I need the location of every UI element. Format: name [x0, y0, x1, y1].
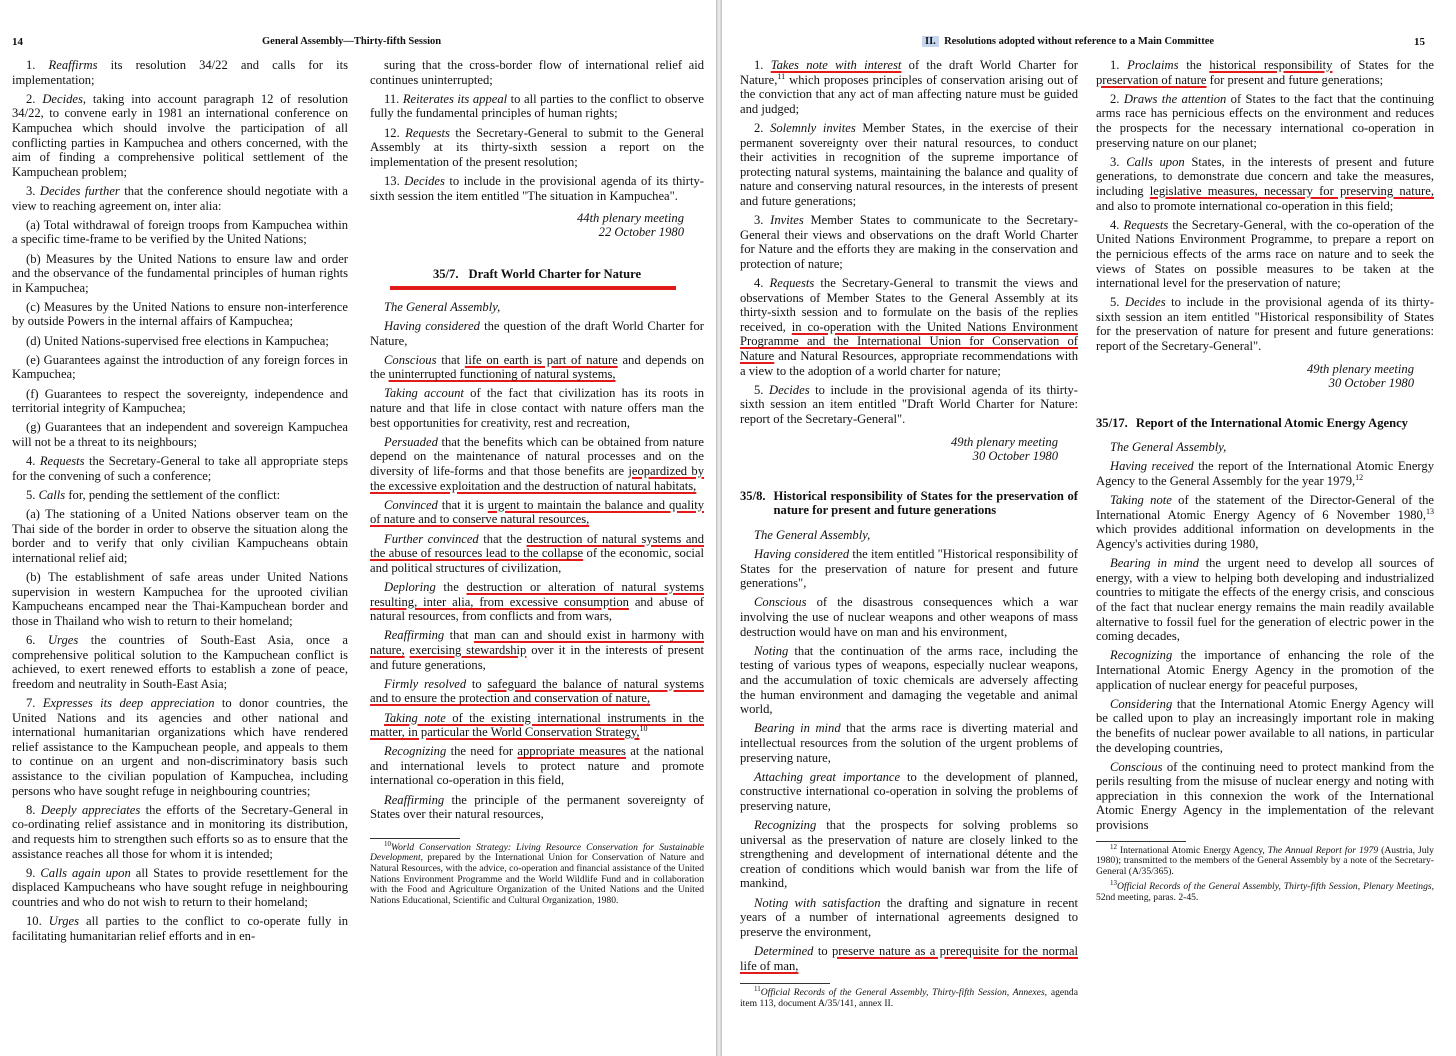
- paragraph-number: (b): [26, 251, 41, 266]
- running-head-right: [922, 36, 1214, 47]
- operative-paragraph: [740, 121, 1078, 209]
- footnote-10: [370, 839, 704, 907]
- paragraph-text: Measures by the United Nations to ensure non-interference by outside Powers in the internal affairs of Kampuchea;: [12, 299, 348, 329]
- preamble-paragraph: [740, 644, 1078, 717]
- resolution-35-8-preamble: [740, 547, 1078, 973]
- operative-keyword: Having considered: [384, 318, 480, 333]
- paragraph-number: 3.: [1110, 154, 1120, 169]
- page-number-right: 15: [1414, 36, 1425, 48]
- paragraph-text: to: [466, 676, 488, 691]
- paragraph-text: the principle of the permanent sovereignty of States over their natural resources,: [370, 792, 704, 822]
- resolution-paragraph: [12, 633, 348, 691]
- operative-keyword: Decides,: [42, 91, 87, 106]
- footnote-text: (Austria, July 1980); transmitted to the members of the General Assembly by a note of the Secretary-General (A/35/365).: [1096, 844, 1434, 877]
- paragraph-number: 2.: [26, 91, 36, 106]
- resolution-title: Report of the International Atomic Energy Agency: [1135, 415, 1408, 430]
- preamble-paragraph: [370, 435, 704, 493]
- footnote-marker: 12: [1110, 842, 1117, 851]
- footnote-11: [740, 985, 1078, 1009]
- preamble-paragraph: [370, 744, 704, 788]
- paragraph-text: of States to the fact that the continuing arms race has pernicious effects on the environment and reduces the prospects for the necessary international co-operation in preserving nature on our planet;: [1096, 91, 1434, 150]
- paragraph-number: (e): [26, 352, 40, 367]
- operative-keyword: Reiterates its appeal: [402, 91, 508, 106]
- meeting-name: 49th plenary meeting: [950, 434, 1058, 449]
- highlighted-text: appropriate measures: [517, 744, 626, 759]
- signature-49th-meeting-a: [740, 435, 1058, 463]
- paragraph-text: Member States to communicate to the Secretary-General their views and observations on the draft World Charter for Nature and the efforts they are making in the conservation and protection of nature;: [740, 213, 1079, 271]
- operative-keyword: Requests: [39, 454, 85, 469]
- preamble-paragraph: [370, 793, 704, 822]
- running-head-text: Resolutions adopted without reference to a Main Committee: [944, 36, 1215, 47]
- preamble-paragraph: [370, 498, 704, 527]
- footnote-title: World Conservation Strategy: Living Resource Conservation for Sustainable Development,: [370, 841, 704, 864]
- paragraph-text: that the conference should negotiate with a view to reaching agreement on, inter alia:: [12, 183, 348, 213]
- preamble-paragraph: [370, 677, 704, 706]
- meeting-date: 30 October 1980: [1328, 375, 1414, 390]
- paragraph-text: the countries of South-East Asia, once a comprehensive political solution to the Kampuchean conflict is achieved, to exert renewed efforts to establish a zone of peace, freedom and neutrality in South-East Asia;: [12, 633, 348, 691]
- kampuchea-resolution-continued: [370, 58, 704, 203]
- meeting-date: 30 October 1980: [972, 448, 1058, 463]
- resolution-35-7-operative: [740, 58, 1078, 427]
- operative-keyword: Deeply appreciates: [40, 802, 141, 817]
- preamble-paragraph: [740, 595, 1078, 639]
- operative-keyword: Recognizing: [754, 818, 817, 833]
- resolution-paragraph: [12, 507, 348, 565]
- resolution-paragraph: [12, 353, 348, 382]
- footnote-marker: 10: [384, 839, 391, 848]
- operative-keyword: Takes note with interest: [770, 58, 902, 72]
- paragraph-text: which proposes principles of conservation arising out of the conviction that any act of man affecting nature must be guided and judged;: [740, 72, 1078, 116]
- resolution-paragraph: [12, 696, 348, 798]
- paragraph-text: and depends on the: [370, 352, 704, 382]
- paragraph-number: 6.: [26, 633, 36, 648]
- paragraph-number: (c): [26, 299, 40, 314]
- paragraph-text: at the national and international levels to protect nature and promote international co-operation in this field,: [370, 744, 704, 788]
- operative-keyword: Bearing in mind: [1110, 556, 1199, 571]
- running-head-roman: II.: [922, 36, 939, 47]
- resolution-paragraph: [12, 252, 348, 296]
- operative-keyword: Firmly resolved: [384, 676, 467, 691]
- paragraph-text: which provides additional information on developments in the Agency's activities during 1980,: [1096, 522, 1434, 551]
- paragraph-number: (g): [26, 420, 41, 435]
- resolution-title-35-8: [740, 489, 1078, 518]
- operative-keyword: Invites: [770, 213, 804, 228]
- paragraph-text: all parties to the conflict to co-operate fully in facilitating humanitarian relief efforts and in en-: [12, 914, 348, 943]
- resolution-paragraph: [12, 300, 348, 329]
- resolution-paragraph: [12, 184, 348, 213]
- operative-keyword: Conscious: [1110, 759, 1163, 774]
- paragraph-text: to include in the provisional agenda of its thirty-sixth session the item entitled "The situation in Kampuchea".: [370, 173, 704, 203]
- preamble-paragraph: [370, 353, 704, 382]
- paragraph-text: to the development of planned, constructive international co-operation in solving the problems of preserving nature,: [740, 769, 1078, 813]
- operative-keyword: Reaffirming: [384, 628, 445, 643]
- paragraph-number: 1.: [26, 58, 36, 72]
- resolution-paragraph: [12, 218, 348, 247]
- paragraph-text: United Nations-supervised free elections in Kampuchea;: [43, 333, 329, 348]
- operative-keyword: Decides: [404, 173, 445, 188]
- paragraph-text: and abuse of natural resources, from conflicts and from wars,: [370, 594, 704, 624]
- paragraph-number: (a): [26, 217, 40, 232]
- operative-keyword: Urges: [48, 914, 80, 929]
- paragraph-text: for, pending the settlement of the conflict:: [65, 487, 281, 502]
- paragraph-text: the drafting and signature in recent years of a number of international agreements designed to preserve the environment,: [740, 895, 1079, 939]
- paragraph-text: the item entitled "Historical responsibility of States for the preservation of nature for present and future generations",: [740, 547, 1079, 591]
- preamble-paragraph: [740, 818, 1078, 891]
- right-column-2: [1096, 58, 1434, 908]
- paragraph-text: that: [444, 628, 475, 643]
- operative-keyword: Taking note: [384, 710, 446, 725]
- resolution-paragraph: [12, 488, 348, 503]
- operative-keyword: Having received: [1110, 459, 1194, 474]
- paragraph-text: that the International Atomic Energy Agency will be called upon to play an increasingly important role in making the benefits of nuclear power available to all nations, in particular the developing countries,: [1096, 696, 1434, 755]
- right-column-1: [740, 58, 1078, 1014]
- footnote-ref: 13: [1426, 506, 1434, 516]
- operative-keyword: Attaching great importance: [754, 769, 901, 784]
- paragraph-text: taking into account paragraph 12 of resolution 34/22, to convene early in 1981 an international conference on Kampuchea which should involve the participation of all conflicting parties in Kampuchea and others concerned, with the aim of finding a comprehensive political settlement of the Kampuchean problem;: [12, 91, 348, 179]
- footnote-text: prepared by the International Union for Conservation of Nature and Natural Resources, with the advice, co-operation and financial assistance of the United Nations Environment Programme and the World Wildlife Fund and in collaboration with the Food and Agriculture Organization of the United Nations and the United Nations Educational, Scientific and Cultural Organization, 1980.: [370, 852, 704, 906]
- footnote-ref: 11: [777, 71, 786, 81]
- preamble-paragraph: [370, 386, 704, 430]
- resolution-paragraph: [370, 92, 704, 121]
- resolution-number: 35/8.: [740, 488, 766, 503]
- operative-keyword: Persuaded: [384, 434, 438, 449]
- operative-keyword: Recognizing: [1110, 648, 1173, 663]
- paragraph-text: the Secretary-General to take all appropriate steps for the convening of such a conference;: [12, 454, 348, 483]
- preamble-paragraph: [740, 896, 1078, 940]
- paragraph-text: that the: [478, 531, 527, 546]
- left-column-1: [12, 58, 348, 948]
- left-column-2: [370, 58, 704, 911]
- resolution-paragraph: [12, 92, 348, 180]
- operative-keyword: Conscious: [754, 595, 807, 610]
- paragraph-text: of States for the: [1332, 58, 1434, 72]
- highlighted-text: legislative measures, necessary for preserving nature,: [1149, 183, 1434, 198]
- paragraph-number: 7.: [26, 696, 36, 711]
- paragraph-text: that it is: [437, 497, 488, 512]
- right-page: [722, 0, 1456, 1056]
- paragraph-text: over it in the interests of present and future generations,: [370, 642, 704, 672]
- operative-keyword: Taking account: [384, 386, 464, 401]
- paragraph-text: Guarantees that an independent and sovereign Kampuchea will not be a threat to its neighbours;: [12, 420, 348, 449]
- assembly-heading: The General Assembly,: [384, 299, 501, 314]
- highlighted-text: preservation of nature: [1096, 72, 1207, 87]
- preamble-paragraph: [370, 319, 704, 348]
- highlighted-text: safeguard the balance of natural systems and to ensure the protection and conservation of nature,: [370, 676, 704, 706]
- operative-keyword: Convinced: [384, 497, 438, 512]
- paragraph-number: (a): [26, 507, 40, 522]
- operative-paragraph: [1096, 218, 1434, 291]
- operative-paragraph: [1096, 92, 1434, 150]
- preamble-paragraph: [370, 711, 704, 740]
- assembly-heading: The General Assembly,: [1110, 440, 1227, 455]
- footnote-text: agenda item 113, document A/35/141, annex II.: [740, 987, 1078, 1009]
- page-number-left: 14: [12, 36, 23, 48]
- resolution-paragraph: [12, 420, 348, 449]
- operative-keyword: Calls upon: [1126, 154, 1185, 169]
- resolution-35-17-preamble: [1096, 459, 1434, 832]
- paragraph-number: 5.: [26, 487, 36, 502]
- paragraph-text: all States to provide resettlement for the displaced Kampucheans who have sought refuge in neighbouring countries and who do not wish to return to their homeland;: [12, 865, 348, 909]
- preamble-paragraph: [1096, 493, 1434, 551]
- resolution-paragraph: [370, 174, 704, 203]
- preamble-paragraph: [370, 628, 704, 672]
- resolution-35-8-operative: [1096, 58, 1434, 354]
- preamble-paragraph: [1096, 648, 1434, 692]
- footnote-ref: 12: [1355, 472, 1364, 482]
- paragraph-number: 1.: [1110, 58, 1120, 72]
- paragraph-text: the question of the draft World Charter for Nature,: [370, 318, 704, 348]
- resolution-paragraph: [12, 58, 348, 87]
- paragraph-text: the importance of enhancing the role of the International Atomic Energy Agency in the promotion of the application of nuclear energy for peaceful purposes,: [1096, 648, 1434, 692]
- resolution-paragraph: [12, 334, 348, 349]
- operative-paragraph: [740, 213, 1078, 271]
- operative-keyword: Expresses its deep appreciation: [42, 696, 215, 711]
- resolution-number: 35/17.: [1096, 415, 1128, 430]
- highlighted-text: in co-operation with the United Nations Environment Programme and the International Union for Conservation of Nature: [740, 319, 1078, 364]
- operative-paragraph: [740, 276, 1078, 378]
- operative-paragraph: [740, 383, 1078, 427]
- paragraph-number: 9.: [26, 865, 36, 880]
- paragraph-text: to include in the provisional agenda of its thirty-sixth session an item entitled "Draft World Charter for Nature: report of the Secretary-General".: [740, 382, 1078, 427]
- operative-keyword: Reaffirming: [384, 792, 445, 807]
- footnote-prefix: International Atomic Energy Agency,: [1117, 844, 1268, 856]
- operative-keyword: Noting with satisfaction: [754, 895, 881, 910]
- paragraph-text: to all parties to the conflict to observe fully the fundamental principles of human rights;: [370, 91, 705, 121]
- footnote-12: [1096, 842, 1434, 878]
- paragraph-text: The stationing of a United Nations observer team on the Thai side of the border in order to observe the situation along the border and to verify that only civilian Kampucheans obtain international relief aid;: [12, 507, 349, 565]
- paragraph-text: to: [813, 944, 832, 958]
- signature-44th-meeting: [370, 211, 684, 239]
- paragraph-text: the urgent need to develop all sources of energy, with a view to helping both developing and industrialized countries to mitigate the effects of the energy crisis, and conscious of the fact that nuclear energy remains the main readily available alternative to fossil fuel for the generation of electric power in the coming decades,: [1096, 556, 1434, 644]
- left-page: [0, 0, 716, 1056]
- operative-keyword: Decides: [1125, 295, 1166, 310]
- paragraph-text: to include in the provisional agenda of its thirty-sixth session an item entitled "Historical responsibility of States for the preservation of nature for present and future generations: report of the Secretary-General".: [1096, 295, 1434, 354]
- operative-keyword: Further convinced: [384, 531, 479, 546]
- preamble-paragraph: [370, 532, 704, 576]
- operative-keyword: Proclaims: [1127, 58, 1179, 72]
- paragraph-text: of the economic, social and political structures of civilization,: [370, 546, 705, 575]
- operative-keyword: Requests: [405, 125, 450, 140]
- footnote-title: The Annual Report for 1979: [1267, 844, 1379, 856]
- highlighted-text: destruction of natural systems and the abuse of resources lead to the collapse: [370, 531, 705, 561]
- paragraph-text: of the statement of the Director-General of the International Atomic Energy Agency of 6 November 1980,: [1096, 493, 1434, 522]
- footnote-text: 52nd meeting, paras. 2-45.: [1096, 891, 1199, 903]
- highlighted-text: historical responsibility: [1209, 58, 1333, 72]
- operative-keyword: Decides further: [39, 183, 120, 198]
- operative-keyword: Having considered: [754, 547, 850, 561]
- operative-keyword: Reaffirms: [48, 58, 98, 72]
- footnote-marker: 11: [754, 985, 761, 993]
- resolution-35-7-preamble: [370, 319, 704, 822]
- resolution-paragraph: [12, 454, 348, 483]
- paragraph-number: 2.: [1110, 91, 1120, 106]
- operative-keyword: Solemnly invites: [770, 120, 856, 135]
- operative-keyword: Requests: [769, 276, 815, 291]
- paragraph-text: Measures by the United Nations to ensure law and order and the observance of the fundamental principles of human rights in Kampuchea;: [12, 251, 348, 295]
- preamble-paragraph: [1096, 760, 1434, 833]
- resolution-number: 35/7.: [432, 267, 459, 282]
- paragraph-text: for present and future generations;: [1206, 72, 1384, 87]
- operative-keyword: Decides: [769, 382, 810, 397]
- highlighted-text: preserve nature as a prerequisite for the normal life of man,: [740, 944, 1078, 973]
- operative-keyword: Recognizing: [384, 744, 447, 759]
- paragraph-text: the efforts of the Secretary-General in co-ordinating relief assistance and in monitoring its distribution, and requests him to strengthen such efforts so as to ensure that the assistance reaches all those for whom it is intended;: [12, 802, 348, 861]
- paragraph-number: 5.: [754, 382, 764, 397]
- highlighted-text: uninterrupted functioning of natural systems,: [388, 367, 616, 382]
- operative-keyword: Draws the attention: [1123, 91, 1227, 106]
- paragraph-number: 8.: [26, 802, 36, 817]
- resolution-title: Historical responsibility of States for the preservation of nature for present and future generations: [773, 488, 1078, 518]
- operative-keyword: Noting: [754, 643, 789, 658]
- footnote-title: Official Records of the General Assembly, Thirty-fifth Session, Plenary Meetings,: [1117, 881, 1434, 893]
- preamble-paragraph: [740, 944, 1078, 973]
- paragraph-number: 12.: [384, 125, 400, 140]
- operative-paragraph: [1096, 155, 1434, 213]
- paragraph-text: of the existing international instruments in the matter, in particular the World Conservation Strategy,: [370, 710, 704, 740]
- paragraph-text: that the prospects for solving problems so universal as the preservation of nature are closely linked to the strengthening and development of international détente and the creation of conditions which would banish war from the life of mankind,: [740, 818, 1078, 891]
- footnote-title: Official Records of the General Assembly, Thirty-fifth Session, Annexes,: [760, 987, 1048, 999]
- highlighted-text: life on earth is part of nature: [464, 352, 618, 367]
- paragraph-number: 11.: [384, 91, 400, 106]
- paragraph-text: The establishment of safe areas under United Nations supervision in western Kampuchea for the uprooted civilian Kampucheans encamped near the Thai-Kampuchean border and those in Thailand who wish to return to their homeland;: [12, 570, 348, 628]
- resolution-paragraph: [12, 387, 348, 416]
- paragraph-text: of the continuing need to protect mankind from the perils resulting from the misuse of nuclear energy and noting with appreciation in this connexion the work of the International Atomic Energy Agency in the implementation of the relevant provisions: [1096, 759, 1434, 833]
- paragraph-number: 10.: [26, 914, 42, 929]
- meeting-name: 49th plenary meeting: [1306, 361, 1414, 376]
- operative-keyword: Calls: [38, 487, 66, 502]
- preamble-paragraph: [370, 580, 704, 624]
- paragraph-text: the Secretary-General, with the co-operation of the United Nations Environment Programme, to prepare a report on the pernicious effects of the arms race on nature and to seek the views of States on possible measures to be taken at the international level for the preservation of nature;: [1096, 217, 1434, 291]
- paragraph-text: of the draft World Charter for Nature,: [740, 58, 1078, 87]
- resolution-paragraph: [370, 58, 704, 87]
- operative-keyword: Bearing in mind: [754, 721, 841, 736]
- paragraph-text: to donor countries, the United Nations and its agencies and other national and international humanitarian organizations which have rendered relief assistance to the Kampuchean people, and appeals to them to continue on an urgent and non-discriminatory basis such assistance to the civilian population of Kampuchea, including persons who have sought refuge in neighbouring countries;: [12, 696, 349, 798]
- paragraph-text: that: [436, 352, 465, 367]
- paragraph-text: of the disastrous consequences which a war involving the use of nuclear weapons and other weapons of mass destruction would have on man and his environment,: [740, 595, 1078, 639]
- resolution-paragraph: [370, 126, 704, 170]
- footnote-marker: 13: [1110, 878, 1117, 887]
- paragraph-text: Total withdrawal of foreign troops from Kampuchea within a specific time-frame to be verified by the United Nations;: [12, 217, 349, 247]
- highlighted-text: man can and should exist in harmony with nature,: [370, 628, 704, 657]
- paragraph-text: that the benefits which can be obtained from nature depend on the maintenance of natural processes and on the diversity of life-forms and that those benefits are: [370, 434, 704, 479]
- footnote-13: [1096, 878, 1434, 903]
- paragraph-number: 4.: [1110, 217, 1120, 232]
- footnote-ref: 10: [639, 723, 648, 733]
- preamble-paragraph: [740, 547, 1078, 591]
- assembly-heading: The General Assembly,: [754, 527, 871, 542]
- operative-keyword: Conscious: [384, 352, 437, 367]
- paragraph-text: that the arms race is diverting material and intellectual resources from the solution of the urgent problems of preserving nature,: [740, 721, 1078, 765]
- paragraph-number: 3.: [754, 213, 764, 228]
- resolution-paragraph: [12, 866, 348, 910]
- meeting-date: 22 October 1980: [598, 225, 684, 240]
- preamble-paragraph: [1096, 697, 1434, 755]
- meeting-name: 44th plenary meeting: [576, 211, 684, 226]
- operative-paragraph: [1096, 295, 1434, 353]
- paragraph-number: (b): [26, 570, 41, 585]
- preamble-paragraph: [740, 721, 1078, 765]
- highlighted-text: exercising stewardship: [409, 642, 527, 657]
- operative-keyword: Urges: [47, 633, 79, 648]
- paragraph-text: and also to promote international co-operation in this field;: [1096, 198, 1394, 213]
- paragraph-text: suring that the cross-border flow of international relief aid continues uninterrupted;: [370, 58, 704, 87]
- red-highlight-bar: [390, 286, 676, 290]
- paragraph-number: 4.: [754, 276, 764, 291]
- paragraph-text: the need for: [446, 744, 518, 759]
- paragraph-number: (f): [26, 386, 39, 401]
- resolution-paragraph: [12, 914, 348, 943]
- operative-keyword: Deploring: [384, 579, 436, 594]
- paragraph-number: 2.: [754, 120, 764, 135]
- paragraph-text: that the continuation of the arms race, including the testing of various types of weapons, especially nuclear weapons, and the accumulation of toxic chemicals are adversely affecting the human environment and damaging the vegetable and animal world,: [740, 643, 1078, 717]
- operative-keyword: Requests: [1123, 217, 1169, 232]
- operative-keyword: Taking note: [1110, 493, 1172, 508]
- signature-49th-meeting-b: [1096, 362, 1414, 390]
- highlighted-text: urgent to maintain the balance and quality of nature and to conserve natural resources,: [370, 497, 704, 527]
- paragraph-text: Guarantees to respect the sovereignty, independence and territorial integrity of Kampuchea;: [12, 386, 348, 416]
- operative-keyword: Considering: [1110, 696, 1173, 711]
- paragraph-number: 5.: [1110, 295, 1120, 310]
- resolution-title-35-17: [1096, 416, 1434, 431]
- operative-paragraph: [740, 58, 1078, 116]
- paragraph-text: and Natural Resources, appropriate recommendations with a view to the adoption of a world charter for nature;: [740, 349, 1078, 378]
- paragraph-number: 1.: [754, 58, 764, 72]
- paragraph-number: 4.: [26, 454, 36, 469]
- operative-keyword: Calls again upon: [40, 865, 131, 880]
- paragraph-text: its resolution 34/22 and calls for its implementation;: [12, 58, 348, 87]
- resolution-title: Draft World Charter for Nature: [468, 267, 642, 282]
- paragraph-text: Member States, in the exercise of their permanent sovereignty over their natural resources, to conduct their activities in recognition of the supreme importance of protecting natural systems, maintaining the balance and quality of nature and conserving natural resources, in the interests of present and future generations;: [740, 120, 1079, 208]
- operative-paragraph: [1096, 58, 1434, 87]
- paragraph-text: the: [435, 579, 467, 594]
- paragraph-text: the: [1178, 58, 1210, 72]
- operative-keyword: Determined: [754, 944, 814, 958]
- highlighted-text: destruction or alteration of natural systems resulting, inter alia, from excessive consumption: [370, 579, 704, 609]
- resolution-title-35-7: [370, 267, 704, 282]
- paragraph-text: of the fact that civilization has its roots in nature and that life in close contact with nature offers man the best opportunities for creativity, rest and recreation,: [370, 386, 705, 430]
- paragraph-number: 13.: [384, 173, 400, 188]
- resolution-paragraph: [12, 803, 348, 861]
- preamble-paragraph: [1096, 556, 1434, 644]
- running-head-left: General Assembly—Thirty-fifth Session: [262, 36, 442, 47]
- resolution-paragraph: [12, 570, 348, 628]
- paragraph-text: the Secretary-General to submit to the General Assembly at its thirty-sixth session a report on the implementation of the present resolution;: [370, 125, 704, 169]
- paragraph-number: (d): [26, 333, 41, 348]
- highlighted-text: jeopardized by the excessive exploitation and the destruction of natural habitats,: [370, 464, 705, 493]
- preamble-paragraph: [740, 770, 1078, 814]
- paragraph-text: the Secretary-General to transmit the views and observations of Member States to the General Assembly at its thirty-sixth session and to formulate on the basis of the replies received,: [740, 276, 1078, 334]
- paragraph-text: the report of the International Atomic Energy Agency to the General Assembly for the year 1979,: [1096, 459, 1434, 489]
- preamble-paragraph: [1096, 459, 1434, 488]
- paragraph-text: States, in the interests of present and future generations, to demonstrate due concern and take the measures, including: [1096, 154, 1434, 198]
- paragraph-number: 3.: [26, 183, 36, 198]
- paragraph-text: Guarantees against the introduction of any foreign forces in Kampuchea;: [12, 352, 348, 382]
